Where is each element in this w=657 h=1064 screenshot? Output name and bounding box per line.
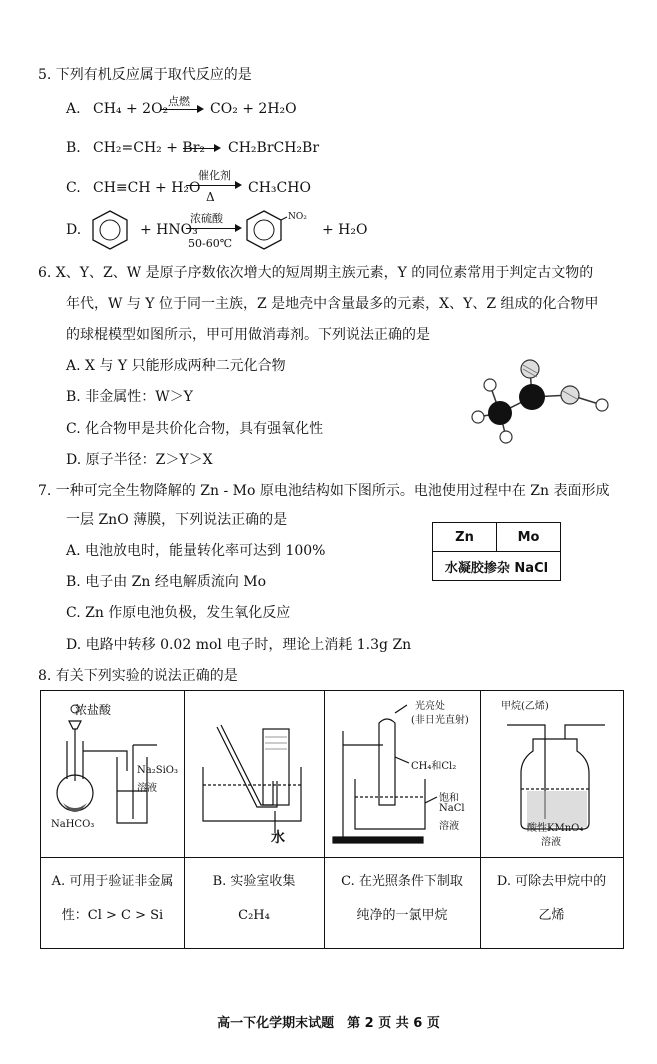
water-label: 水 [271, 830, 285, 846]
q7-option-a: A. 电池放电时，能量转化率可达到 100% [66, 543, 326, 559]
q8-option-c-line2: 纯净的一氯甲烷 [356, 908, 448, 923]
q5-option-a-products: CO₂ + 2H₂O [210, 101, 297, 117]
q5-option-d-products: + H₂O [322, 222, 368, 238]
q7-stem-line2: 一层 ZnO 薄膜，下列说法正确的是 [66, 512, 288, 528]
indirect-sunlight-label: (非日光直射) [411, 715, 469, 726]
q6-stem-line3: 的球棍模型如图所示，甲可用做消毒剂。下列说法正确的是 [66, 327, 430, 343]
q5-option-a-reactants: CH₄ + 2O₂ [93, 101, 169, 117]
q8-stem: 8. 有关下列实验的说法正确的是 [38, 668, 238, 684]
q6-stem-line2: 年代，W 与 Y 位于同一主族，Z 是地壳中含量最多的元素，X、Y、Z 组成的化合物甲 [66, 296, 599, 312]
q6-option-d: D. 原子半径：Z＞Y＞X [66, 452, 213, 468]
q8-option-a-line1: A. 可用于验证非金属 [51, 874, 174, 889]
arrow-head-icon [197, 105, 204, 113]
q8-option-b-caption [184, 865, 324, 933]
q6-option-a: A. X 与 Y 只能形成两种二元化合物 [66, 358, 286, 374]
q8-option-b-line1: B. 实验室收集 [212, 874, 296, 889]
mo-electrode-cell: Mo [497, 523, 561, 552]
q6-option-c: C. 化合物甲是共价化合物，具有强氧化性 [66, 421, 324, 437]
methane-ethylene-label: 甲烷(乙烯) [501, 701, 549, 712]
q8-option-d-line1: D. 可除去甲烷中的 [496, 874, 607, 889]
q7-option-d: D. 电路中转移 0.02 mol 电子时，理论上消耗 1.3g Zn [66, 637, 412, 653]
q5-option-c-products: CH₃CHO [248, 180, 311, 196]
ball-and-stick-model [470, 355, 630, 450]
arrow-head-icon [235, 181, 242, 189]
q7-option-b: B. 电子由 Zn 经电解质流向 Mo [66, 574, 267, 590]
nacl-label: NaCl [439, 803, 465, 814]
reaction-arrow [183, 148, 215, 149]
q5-option-d-condition-top: 浓硫酸 [190, 212, 223, 225]
bright-place-label: 光亮处 [415, 701, 445, 712]
sodium-silicate-label: Na₂SiO₃ [137, 765, 178, 776]
q5-option-d-reactants: + HNO₃ [140, 222, 198, 238]
q7-stem-line1: 7. 一种可完全生物降解的 Zn - Mo 原电池结构如下图所示。电池使用过程中在 Zn 表面形成 [38, 483, 610, 499]
reaction-arrow [160, 109, 198, 110]
nitro-group-label: NO₂ [288, 212, 307, 222]
q5-option-a-label: A. [66, 101, 81, 117]
saturated-label: 饱和 [439, 793, 459, 804]
q6-stem-line1: 6. X、Y、Z、W 是原子序数依次增大的短周期主族元素，Y 的同位素常用于判定古文物的 [38, 265, 594, 281]
battery-structure-table [432, 522, 561, 581]
experiment-table [40, 690, 624, 949]
q5-option-c-condition-bottom: Δ [206, 190, 215, 204]
methane-chlorine-label: CH₄和Cl₂ [411, 761, 457, 772]
table-divider [41, 857, 623, 858]
q8-option-a-caption [41, 865, 184, 933]
q5-option-c-reactants: CH≡CH + H₂O [93, 180, 201, 196]
arrow-head-icon [214, 144, 221, 152]
q5-option-b-reactants: CH₂=CH₂ + Br₂ [93, 140, 206, 156]
q5-option-d-label: D. [66, 222, 82, 238]
q5-option-c-label: C. [66, 180, 81, 196]
q8-option-d-line2: 乙烯 [538, 908, 565, 923]
q8-option-a-line2: 性：Cl > C > Si [61, 908, 164, 923]
reaction-arrow [186, 228, 236, 229]
electrolyte-cell: 水凝胶掺杂 NaCl [433, 552, 561, 581]
q5-option-b-products: CH₂BrCH₂Br [228, 140, 320, 156]
acidic-permanganate-label: 酸性KMnO₄ [527, 823, 584, 834]
q8-option-c-line1: C. 在光照条件下制取 [341, 874, 463, 889]
apparatus-b-illustration [191, 701, 319, 851]
q5-stem: 5. 下列有机反应属于取代反应的是 [38, 67, 252, 83]
reaction-arrow [186, 185, 236, 186]
nitrobenzene-ring-icon [244, 208, 288, 252]
hydrochloric-acid-label: 浓盐酸 [75, 703, 112, 717]
page-footer: 高一下化学期末试题 第 2 页 共 6 页 [217, 1016, 440, 1031]
q5-option-b-label: B. [66, 140, 81, 156]
q8-option-c-caption [324, 865, 480, 933]
q6-option-b: B. 非金属性：W＞Y [66, 389, 193, 405]
q5-option-d-condition-bottom: 50-60℃ [188, 237, 233, 250]
q7-option-c: C. Zn 作原电池负极，发生氧化反应 [66, 605, 291, 621]
zn-electrode-cell: Zn [433, 523, 497, 552]
sodium-bicarbonate-label: NaHCO₃ [51, 819, 95, 830]
benzene-ring-icon [90, 208, 130, 252]
solution-label-c: 溶液 [439, 821, 459, 832]
solution-label-a: 溶液 [137, 783, 157, 794]
solution-label-d: 溶液 [541, 837, 561, 848]
arrow-head-icon [235, 224, 242, 232]
q8-option-d-caption [480, 865, 623, 933]
q8-option-b-line2: C₂H₄ [238, 908, 270, 923]
q5-option-c-condition-top: 催化剂 [198, 169, 231, 182]
q5-option-a-condition: 点燃 [168, 95, 190, 108]
